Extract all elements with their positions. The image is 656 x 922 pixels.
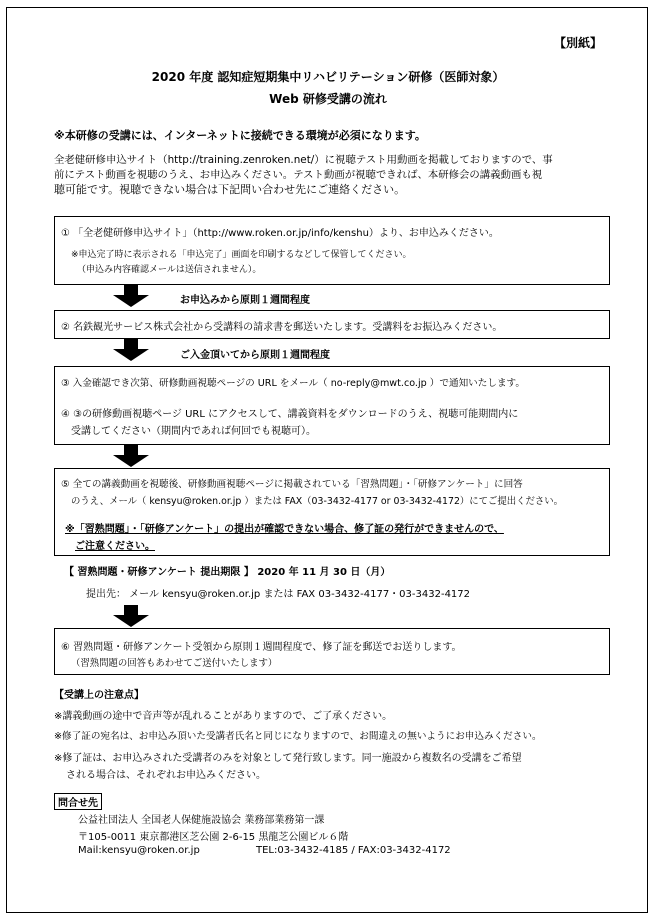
contact-phone-fax: TEL:03-3432-4185 / FAX:03-3432-4172 — [256, 845, 451, 856]
step-3-4-box — [54, 366, 610, 445]
attachment-tag: 【別紙】 — [554, 36, 603, 50]
step-5-warning-1: ※「習熟問題」・「研修アンケート」の提出が確認できない場合、修了証の発行ができませんので、 — [65, 524, 504, 535]
step-6-text-1: ⑥ 習熟問題・研修アンケート受領から原則１週間程度で、修了証を郵送でお送りします。 — [61, 642, 462, 653]
note-3-line-2: される場合は、それぞれお申込みください。 — [66, 770, 266, 781]
step-1-note-2: （申込み内容確認メールは送信されません）。 — [77, 265, 262, 275]
note-1: ※講義動画の途中で音声等が乱れることがありますので、ご了承ください。 — [54, 711, 393, 722]
contact-organization: 公益社団法人 全国老人保健施設協会 業務部業務第一課 — [78, 815, 325, 826]
step-1-text: ① 「全老健研修申込サイト」（http://www.roken.or.jp/info/kenshu）より、お申込みください。 — [61, 228, 499, 239]
step-1-box — [54, 216, 610, 285]
step-6-text-2: （習熟問題の回答もあわせてご送付いたします） — [71, 658, 278, 669]
arrow-1-label: お申込みから原則１週間程度 — [180, 295, 310, 306]
step-2-text: ② 名鉄観光サービス株式会社から受講料の請求書を郵送いたします。受講料をお振込みください。 — [61, 322, 503, 333]
deadline-text: 【 習熟問題・研修アンケート 提出期限 】 2020 年 11 月 30 日（月） — [64, 567, 391, 578]
notes-heading: 【受講上の注意点】 — [54, 690, 144, 701]
step-4-text-2: 受講してください（期間内であれば何回でも視聴可）。 — [71, 426, 316, 437]
step-5-warning-2: ご注意ください。 — [75, 541, 155, 552]
step-3-text: ③ 入金確認でき次第、研修動画視聴ページの URL をメール（ no-reply@mwt.co.jp ）で通知いたします。 — [61, 378, 525, 389]
flow-arrow-2 — [111, 339, 151, 361]
submission-address: 提出先： メール kensyu@roken.or.jp または FAX 03-3432-4177・03-3432-4172 — [86, 589, 471, 600]
step-5-box — [54, 468, 610, 556]
page-title: 2020 年度 認知症短期集中リハビリテーション研修（医師対象） — [151, 70, 505, 84]
arrow-2-label: ご入金頂いてから原則１週間程度 — [180, 350, 330, 361]
note-2: ※修了証の宛名は、お申込み頂いた受講者氏名と同じになりますので、お間違えの無いようにお申込みください。 — [54, 731, 542, 742]
step-2-box — [54, 310, 610, 339]
flow-arrow-1 — [111, 285, 151, 307]
contact-address: 〒105-0011 東京都港区芝公園 2-6-15 黒龍芝公園ビル６階 — [78, 832, 349, 843]
step-6-box — [54, 628, 610, 675]
flow-arrow-3 — [111, 445, 151, 467]
contact-heading: 問合せ先 — [54, 793, 102, 810]
step-4-text-1: ④ ③の研修動画視聴ページ URL にアクセスして、講義資料をダウンロードのうえ、視聴可能期間内に — [61, 409, 519, 420]
requirement-notice: ※本研修の受講には、インターネットに接続できる環境が必須になります。 — [54, 129, 426, 142]
page-subtitle: Web 研修受講の流れ — [269, 92, 387, 106]
step-5-text-2: のうえ、メール（ kensyu@roken.or.jp ）または FAX（03-3432-4177 or 03-3432-4172）にてご提出ください。 — [71, 496, 564, 507]
intro-line-1: 全老健研修申込サイト（http://training.zenroken.net/）に視聴テスト用動画を掲載しておりますので、事 — [54, 154, 553, 166]
contact-mail[interactable]: Mail:kensyu@roken.or.jp — [78, 845, 200, 856]
note-3-line-1: ※修了証は、お申込みされた受講者のみを対象として発行致します。同一施設から複数名の受講をご希望 — [54, 753, 522, 764]
intro-line-2: 前にテスト動画を視聴のうえ、お申込みください。テスト動画が視聴できれば、本研修会の講義動画も視 — [54, 169, 543, 181]
intro-line-3: 聴可能です。視聴できない場合は下記問い合わせ先にご連絡ください。 — [54, 183, 406, 196]
flow-arrow-4 — [111, 605, 151, 627]
step-5-text-1: ⑤ 全ての講義動画を視聴後、研修動画視聴ページに掲載されている「習熟問題」・「研修アンケート」に回答 — [61, 479, 523, 490]
step-1-note-1: ※申込完了時に表示される「申込完了」画面を印刷するなどして保管してください。 — [71, 250, 412, 260]
